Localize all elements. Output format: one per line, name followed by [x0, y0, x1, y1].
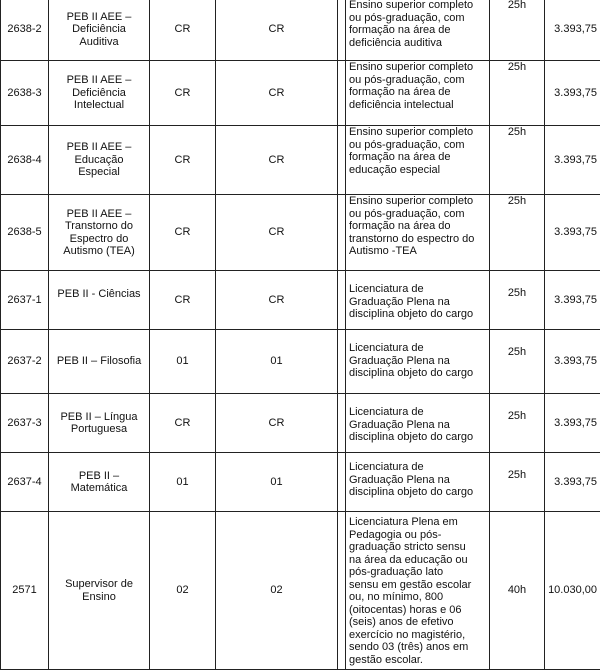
table-row [1, 330, 600, 394]
cell-carga: 25h [490, 61, 545, 126]
cell-cargo [49, 0, 150, 61]
table-row [1, 271, 600, 330]
cell-vagas-b: CR [216, 126, 338, 195]
cell-requisitos: Licenciatura de Graduação Plena na disciplina objeto do cargo [346, 453, 490, 512]
cell-salario: 3.393,75 [545, 61, 600, 126]
table-row [1, 126, 600, 195]
cell-vagas-b: 02 [216, 512, 338, 670]
cell-vagas-b: CR [216, 0, 338, 61]
cell-code: 2637-1 [1, 271, 49, 330]
cell-vagas-a: CR [150, 195, 216, 271]
cell-code: 2637-2 [1, 330, 49, 394]
cell-vagas-a: 02 [150, 512, 216, 670]
cell-carga: 25h [490, 453, 545, 512]
cell-requisitos: Licenciatura de Graduação Plena na disciplina objeto do cargo [346, 271, 490, 330]
cell-blank [338, 126, 346, 195]
cell-vagas-a: CR [150, 0, 216, 61]
cell-salario: 3.393,75 [545, 195, 600, 271]
cell-salario: 3.393,75 [545, 0, 600, 61]
cargo-text: PEB II – Matemática [71, 470, 128, 495]
table-row [1, 453, 600, 512]
cell-requisitos: Ensino superior completo ou pós-graduação, com formação na área de deficiência intelectual [346, 61, 490, 126]
cell-vagas-a: CR [150, 126, 216, 195]
cell-cargo [49, 453, 150, 512]
cargo-text: PEB II – Língua Portuguesa [60, 411, 137, 436]
cargo-text: Supervisor de Ensino [65, 578, 133, 603]
cell-cargo [49, 126, 150, 195]
cell-vagas-b: 01 [216, 330, 338, 394]
cell-code: 2637-3 [1, 394, 49, 453]
cell-salario: 3.393,75 [545, 453, 600, 512]
cell-vagas-a: CR [150, 394, 216, 453]
cargo-text: PEB II AEE – Educação Especial [67, 141, 132, 178]
cell-carga: 25h [490, 195, 545, 271]
table-row [1, 0, 600, 61]
cell-vagas-a: CR [150, 61, 216, 126]
cargo-text: PEB II AEE – Transtorno do Espectro do Autismo (TEA) [63, 208, 135, 258]
cell-blank [338, 330, 346, 394]
cell-cargo [49, 271, 150, 330]
cell-salario: 3.393,75 [545, 271, 600, 330]
cell-vagas-b: 01 [216, 453, 338, 512]
cell-cargo [49, 330, 150, 394]
cargo-text: PEB II AEE – Deficiência Intelectual [67, 74, 132, 111]
cell-code: 2638-2 [1, 0, 49, 61]
cell-requisitos: Licenciatura de Graduação Plena na disciplina objeto do cargo [346, 330, 490, 394]
cell-code: 2637-4 [1, 453, 49, 512]
cell-carga: 25h [490, 0, 545, 61]
cell-vagas-b: CR [216, 195, 338, 271]
cell-cargo [49, 195, 150, 271]
cell-vagas-a: 01 [150, 453, 216, 512]
cell-code: 2571 [1, 512, 49, 670]
cell-code: 2638-4 [1, 126, 49, 195]
cell-carga: 40h [490, 512, 545, 670]
cell-blank [338, 512, 346, 670]
cell-salario: 3.393,75 [545, 330, 600, 394]
table-row [1, 394, 600, 453]
cargo-text: PEB II – Filosofia [57, 355, 141, 367]
cell-requisitos: Licenciatura Plena em Pedagogia ou pós- graduação stricto sensu na área da educação ou pós-graduação lato sensu em gestão escolar ou, no mínimo, 800 (oitocentas) horas e 06 (seis) anos de efetivo exercício no magistério, sendo 03 (três) anos em gestão escolar. [346, 512, 490, 670]
cell-cargo [49, 61, 150, 126]
cell-vagas-a: 01 [150, 330, 216, 394]
cell-carga: 25h [490, 126, 545, 195]
cell-vagas-a: CR [150, 271, 216, 330]
cell-carga: 25h [490, 271, 545, 330]
cell-requisitos: Licenciatura de Graduação Plena na disciplina objeto do cargo [346, 394, 490, 453]
cell-blank [338, 271, 346, 330]
cell-cargo [49, 394, 150, 453]
cell-blank [338, 61, 346, 126]
cell-vagas-b: CR [216, 394, 338, 453]
cell-blank [338, 195, 346, 271]
cell-requisitos: Ensino superior completo ou pós-graduação, com formação na área do transtorno do espectro do Autismo -TEA [346, 195, 490, 271]
table-row [1, 61, 600, 126]
table-row [1, 512, 600, 670]
cell-carga: 25h [490, 330, 545, 394]
cell-blank [338, 0, 346, 61]
cargo-text: PEB II AEE – Deficiência Auditiva [67, 11, 132, 48]
cell-salario: 3.393,75 [545, 394, 600, 453]
table-row [1, 195, 600, 271]
cell-vagas-b: CR [216, 271, 338, 330]
cell-requisitos: Ensino superior completo ou pós-graduação, com formação na área de educação especial [346, 126, 490, 195]
cell-blank [338, 394, 346, 453]
cargo-text: PEB II - Ciências [57, 288, 140, 300]
cell-salario: 3.393,75 [545, 126, 600, 195]
cell-cargo [49, 512, 150, 670]
cell-code: 2638-3 [1, 61, 49, 126]
cell-carga: 25h [490, 394, 545, 453]
cell-code: 2638-5 [1, 195, 49, 271]
cell-vagas-b: CR [216, 61, 338, 126]
cell-requisitos: Ensino superior completo ou pós-graduação, com formação na área de deficiência auditiva [346, 0, 490, 61]
cell-blank [338, 453, 346, 512]
cell-salario: 10.030,00 [545, 512, 600, 670]
